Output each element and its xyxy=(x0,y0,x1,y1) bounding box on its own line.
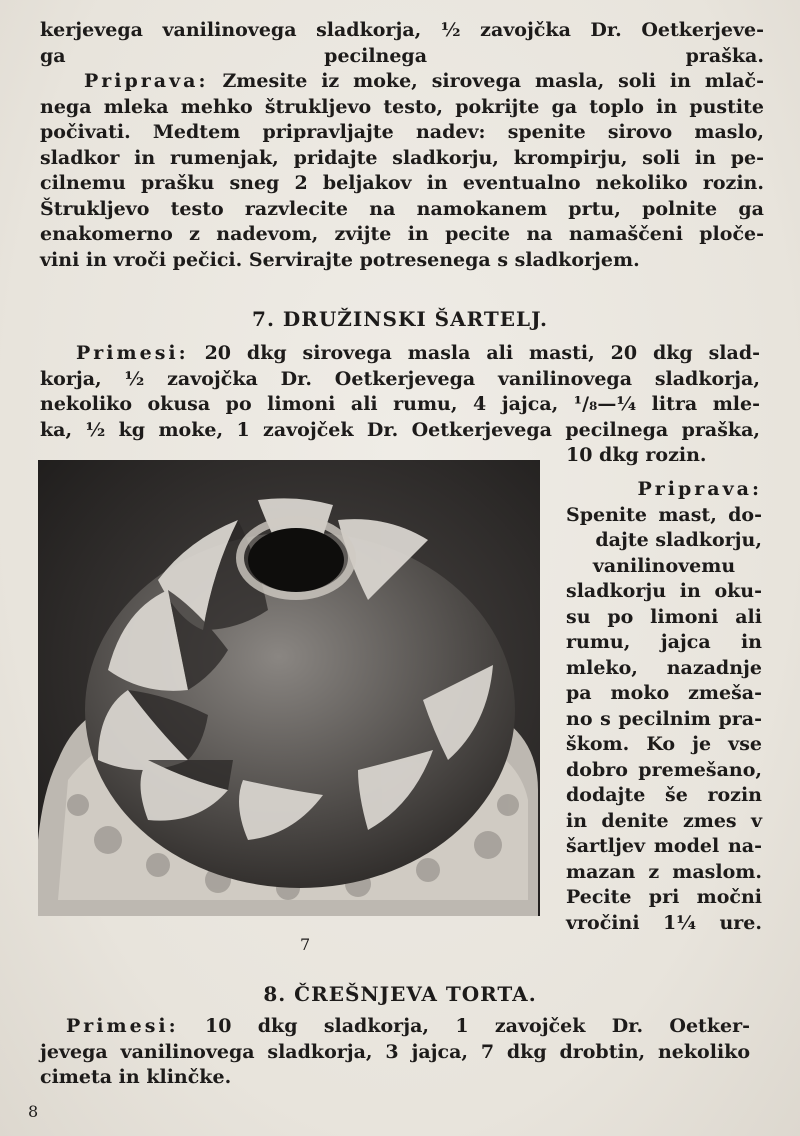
text-line: počivati. Medtem pripravljajte nadev: spenite sirovo maslo, xyxy=(40,121,764,143)
text-line xyxy=(40,341,760,367)
top-method xyxy=(40,69,764,273)
text-line: jevega vanilinovega sladkorja, 3 jajca, 7 dkg drobtin, nekoliko xyxy=(40,1040,750,1063)
text-line: dajte sladkorju, xyxy=(595,529,762,551)
text-line: no s pecilnim pra- xyxy=(566,707,762,730)
text-line xyxy=(40,1014,750,1040)
text-line: škom. Ko je vse xyxy=(566,733,762,755)
text-line: cilnemu prašku sneg 2 beljakov in eventualno nekoliko rozin. xyxy=(40,172,764,194)
recipe-7-ingredients xyxy=(40,341,760,443)
bundt-cake-image xyxy=(38,460,540,916)
recipe-7-title: 7. DRUŽINSKI ŠARTELJ. xyxy=(252,307,548,331)
method-label: Priprava: xyxy=(637,478,762,500)
recipe-7-method xyxy=(566,477,762,936)
text-line: Štrukljevo testo razvlecite na namokanem prtu, polnite ga xyxy=(40,197,764,220)
text-line: Pecite pri močni xyxy=(566,886,762,908)
top-ingredients xyxy=(40,18,764,69)
text-line: vročini 1¼ ure. xyxy=(566,911,762,934)
recipe-8-ingredients xyxy=(40,1014,750,1091)
text-line: cimeta in klinčke. xyxy=(40,1066,232,1088)
text-line: vini in vroči pečici. Servirajte potresenega s sladkorjem. xyxy=(40,248,640,271)
text-line: sladkor in rumenjak, pridajte sladkorju, krompirju, soli in pe- xyxy=(40,146,764,169)
ingredients-first-line: 10 dkg sladkorja, 1 zavojček Dr. Oetker- xyxy=(204,1015,750,1037)
recipe-7-ingredients-end xyxy=(566,443,766,469)
text-line: Spenite mast, do- xyxy=(566,503,762,526)
text-line: ka, ½ kg moke, 1 zavojček Dr. Oetkerjevega pecilnega praška, xyxy=(40,418,760,441)
text-line: mazan z maslom. xyxy=(566,860,762,883)
text-line: dodajte še rozin xyxy=(566,784,762,806)
text-line: sladkorju in oku- xyxy=(566,580,762,602)
method-first-line: Zmesite iz moke, sirovega masla, soli in mlač- xyxy=(222,70,764,92)
text-line: nekoliko okusa po limoni ali rumu, 4 jajca, ¹/₈—¼ litra mle- xyxy=(40,393,760,415)
text-line: 10 dkg rozin. xyxy=(566,444,707,466)
text-line: korja, ½ zavojčka Dr. Oetkerjevega vanilinovega sladkorja, xyxy=(40,367,760,390)
text-line xyxy=(40,69,764,95)
ingredients-label: Primesi: xyxy=(76,342,189,364)
text-line: šartljev model na- xyxy=(566,835,762,857)
text-line: rumu, jajca in xyxy=(566,631,762,653)
text-line: ga pecilnega praška. xyxy=(40,44,764,67)
page-number: 8 xyxy=(28,1102,39,1121)
recipe-8-title: 8. ČREŠNJEVA TORTA. xyxy=(263,982,537,1006)
text-line: dobro premešano, xyxy=(566,758,762,781)
text-line: pa moko zmeša- xyxy=(566,682,762,704)
text-line: enakomerno z nadevom, zvijte in pecite na namaščeni ploče- xyxy=(40,223,764,245)
text-line: nega mleka mehko štrukljevo testo, pokrijte ga toplo in pustite xyxy=(40,95,764,118)
text-line: in denite zmes v xyxy=(566,809,762,832)
ingredients-label: Primesi: xyxy=(66,1015,179,1037)
text-line: vanilinovemu xyxy=(592,554,736,577)
text-line: kerjevega vanilinovega sladkorja, ½ zavojčka Dr. Oetkerjeve- xyxy=(40,19,764,41)
method-label: Priprava: xyxy=(84,70,209,92)
photo-caption: 7 xyxy=(300,935,311,954)
text-line: su po limoni ali xyxy=(566,605,762,628)
text-line: mleko, nazadnje xyxy=(566,656,762,679)
sartelj-photo xyxy=(38,460,540,916)
ingredients-first-line: 20 dkg sirovega masla ali masti, 20 dkg slad- xyxy=(204,342,760,364)
